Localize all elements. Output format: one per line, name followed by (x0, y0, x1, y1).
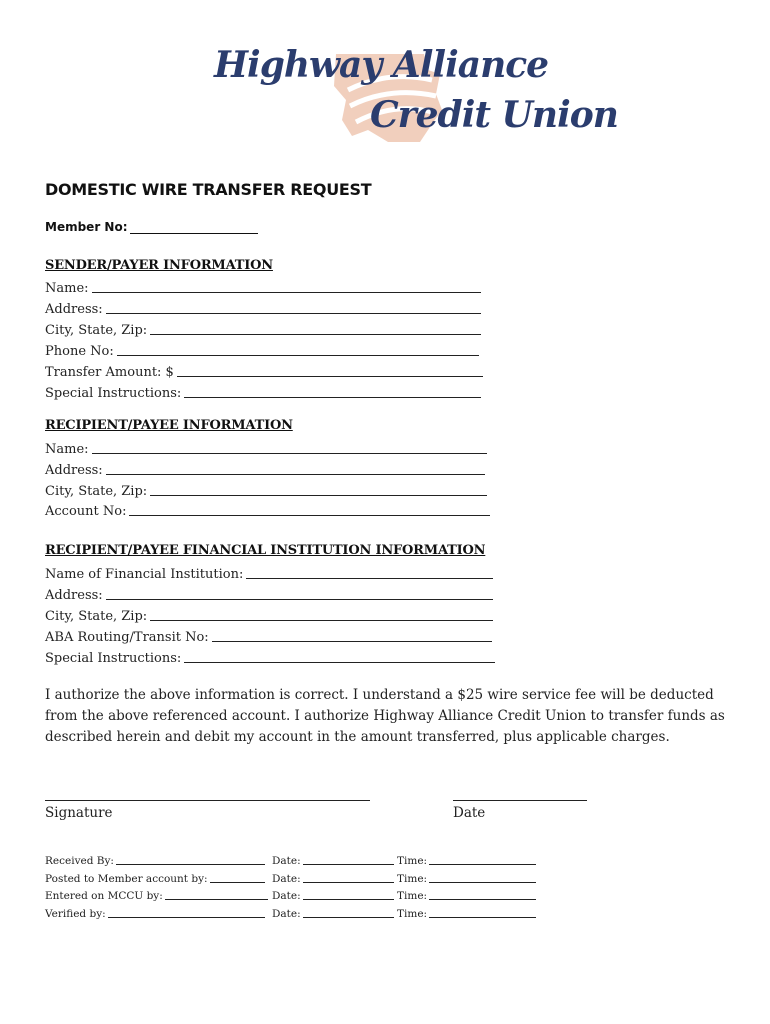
entered-time-field[interactable] (397, 888, 536, 902)
field-label: Name: (45, 281, 89, 296)
time-label: Time: (397, 855, 428, 867)
member-no-field[interactable] (45, 220, 258, 234)
date-label: Date: (272, 873, 301, 885)
posted-time-field[interactable] (397, 871, 536, 885)
row-label: Posted to Member account by: (45, 873, 208, 885)
received-by-field[interactable] (45, 853, 265, 867)
fill-line[interactable] (429, 854, 536, 865)
fill-line[interactable] (116, 854, 265, 865)
member-no-label: Member No: (45, 220, 128, 234)
signature-line[interactable] (45, 800, 370, 801)
recipient-address-field[interactable] (45, 460, 485, 478)
fill-line[interactable] (117, 343, 479, 356)
received-date-field[interactable] (272, 853, 394, 867)
entered-by-field[interactable] (45, 888, 268, 902)
institution-instructions-field[interactable] (45, 648, 495, 666)
fill-line[interactable] (92, 280, 481, 293)
field-label: Account No: (45, 504, 127, 519)
signature-label: Signature (45, 805, 113, 821)
fill-line[interactable] (184, 385, 481, 398)
time-label: Time: (397, 908, 428, 920)
date-label: Date: (272, 908, 301, 920)
fill-line[interactable] (129, 503, 490, 516)
logo-text-line2: Credit Union (370, 94, 618, 136)
fill-line[interactable] (212, 629, 492, 642)
field-label: Name of Financial Institution: (45, 567, 244, 582)
authorization-text: I authorize the above information is correct. I understand a $25 wire service fee will be deducted from the above referenced account. I authorize Highway Alliance Credit Union to transfer funds as described herein and debit my account in the amount transferred, plus applicable charges. (45, 687, 725, 745)
time-label: Time: (397, 873, 428, 885)
received-time-field[interactable] (397, 853, 536, 867)
fill-line[interactable] (92, 441, 487, 454)
institution-heading: RECIPIENT/PAYEE FINANCIAL INSTITUTION INFORMATION (45, 543, 486, 558)
row-label: Entered on MCCU by: (45, 890, 163, 902)
fill-line[interactable] (429, 889, 536, 900)
verified-date-field[interactable] (272, 906, 394, 920)
fill-line[interactable] (177, 364, 483, 377)
row-label: Verified by: (45, 908, 106, 920)
field-label: City, State, Zip: (45, 323, 148, 338)
field-label: City, State, Zip: (45, 609, 148, 624)
institution-city-field[interactable] (45, 606, 493, 624)
field-label: City, State, Zip: (45, 484, 148, 499)
fill-line[interactable] (303, 854, 394, 865)
field-label: Name: (45, 442, 89, 457)
posted-by-field[interactable] (45, 871, 265, 885)
fill-line[interactable] (210, 872, 265, 883)
fill-line[interactable] (108, 907, 265, 918)
fill-line[interactable] (106, 587, 493, 600)
fill-line[interactable] (429, 872, 536, 883)
sender-instructions-field[interactable] (45, 383, 481, 401)
date-label: Date: (272, 890, 301, 902)
field-label: ABA Routing/Transit No: (45, 630, 209, 645)
row-label: Received By: (45, 855, 114, 867)
recipient-heading: RECIPIENT/PAYEE INFORMATION (45, 418, 293, 433)
logo-text-line1: Highway Alliance (214, 44, 549, 86)
verified-by-field[interactable] (45, 906, 265, 920)
fill-line[interactable] (303, 889, 394, 900)
form-title: DOMESTIC WIRE TRANSFER REQUEST (45, 180, 372, 199)
fill-line[interactable] (303, 872, 394, 883)
fill-line[interactable] (246, 566, 493, 579)
institution-address-field[interactable] (45, 585, 493, 603)
fill-line[interactable] (150, 322, 481, 335)
fill-line[interactable] (165, 889, 268, 900)
credit-union-logo (208, 44, 618, 150)
sender-heading: SENDER/PAYER INFORMATION (45, 258, 273, 273)
aba-routing-field[interactable] (45, 627, 492, 645)
sender-city-field[interactable] (45, 320, 481, 338)
fill-line[interactable] (106, 301, 481, 314)
date-label: Date: (272, 855, 301, 867)
time-label: Time: (397, 890, 428, 902)
field-label: Special Instructions: (45, 651, 182, 666)
fill-line[interactable] (150, 608, 493, 621)
date-label: Date (453, 805, 486, 821)
fill-line[interactable] (303, 907, 394, 918)
fill-line[interactable] (106, 462, 485, 475)
sender-address-field[interactable] (45, 299, 481, 317)
fill-line[interactable] (429, 907, 536, 918)
fill-line[interactable] (150, 483, 487, 496)
field-label: Transfer Amount: $ (45, 365, 174, 380)
recipient-city-field[interactable] (45, 481, 487, 499)
date-line[interactable] (453, 800, 587, 801)
fill-line[interactable] (184, 650, 495, 663)
recipient-account-field[interactable] (45, 501, 490, 519)
member-no-line[interactable] (130, 221, 258, 234)
field-label: Address: (45, 463, 103, 478)
posted-date-field[interactable] (272, 871, 394, 885)
institution-name-field[interactable] (45, 564, 493, 582)
field-label: Address: (45, 302, 103, 317)
recipient-name-field[interactable] (45, 439, 487, 457)
transfer-amount-field[interactable] (45, 362, 483, 380)
entered-date-field[interactable] (272, 888, 394, 902)
field-label: Phone No: (45, 344, 114, 359)
field-label: Address: (45, 588, 103, 603)
sender-name-field[interactable] (45, 278, 481, 296)
verified-time-field[interactable] (397, 906, 536, 920)
sender-phone-field[interactable] (45, 341, 479, 359)
field-label: Special Instructions: (45, 386, 182, 401)
